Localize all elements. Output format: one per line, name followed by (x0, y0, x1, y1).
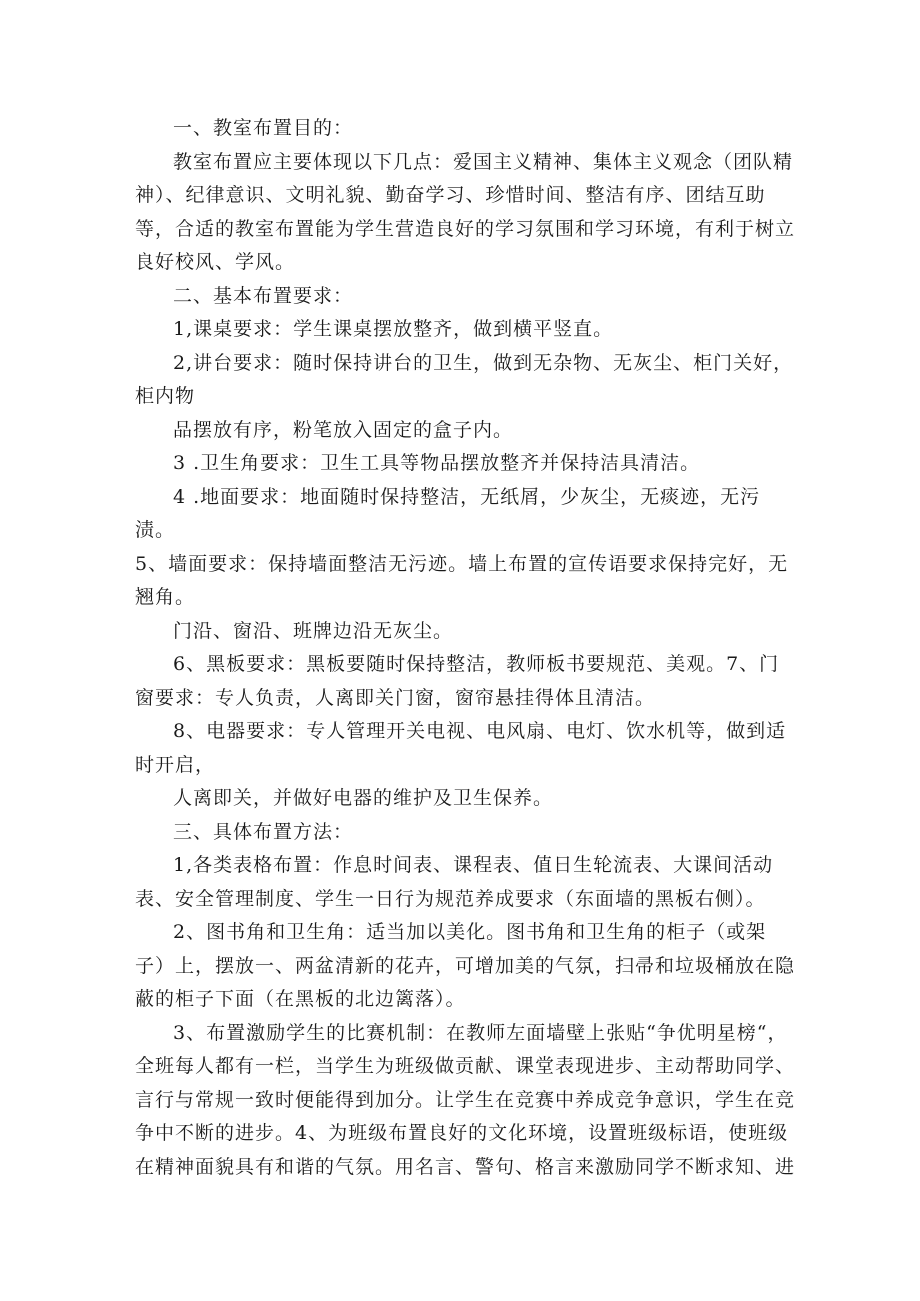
document-body (135, 112, 795, 1184)
paragraph-podium-continued: 品摆放有序，粉笔放入固定的盒子内。 (173, 418, 514, 441)
paragraph-wall-requirement: 5、墙面要求：保持墙面整洁无污迹。墙上布置的宣传语要求保持完好，无翘角。 (135, 552, 789, 608)
paragraph-floor-requirement: 4 .地面要求：地面随时保持整洁，无纸屑，少灰尘，无痰迹，无污渍。 (135, 485, 761, 541)
paragraph-book-corner: 2、图书角和卫生角：适当加以美化。图书角和卫生角的柜子（或架子）上，摆放一、两盆清新的花卉，可增加美的气氛，扫帚和垃圾桶放在隐蔽的柜子下面（在黑板的北边篱落）。 (135, 921, 796, 1010)
heading-basic-requirements: 二、基本布置要求： (173, 284, 354, 307)
paragraph-competition-mechanism: 3、布置激励学生的比赛机制：在教师左面墙壁上张贴“争优明星榜“，全班每人都有一栏，当学生为班级做贡献、课堂表现进步、主动帮助同学、言行与常规一致时便能得到加分。让学生在竞赛中养成竞争意识，学生在竞争中不断的进步。4、为班级布置良好的文化环境，设置班级标语，使班级在精神面貌具有和谐的气氛。用名言、警句、格言来激励同学不断求知、进 (135, 1021, 796, 1178)
heading-specific-methods: 三、具体布置方法： (173, 820, 354, 843)
paragraph-blackboard-doors: 6、黑板要求：黑板要随时保持整洁，教师板书要规范、美观。7、门窗要求：专人负责，人离即关门窗，窗帘悬挂得体且清洁。 (135, 653, 780, 709)
paragraph-tables-layout: 1,各类表格布置：作息时间表、课程表、值日生轮流表、大课间活动表、安全管理制度、学生一日行为规范养成要求（东面墙的黑板右侧）。 (135, 854, 774, 910)
paragraph-hygiene-corner: 3 .卫生角要求：卫生工具等物品摆放整齐并保持洁具清洁。 (173, 452, 701, 474)
paragraph-podium-requirement: 2,讲台要求：随时保持讲台的卫生，做到无杂物、无灰尘、柜门关好，柜内物 (135, 351, 794, 407)
paragraph-electrical: 8、电器要求：专人管理开关电视、电风扇、电灯、饮水机等，做到适时开启， (135, 720, 787, 776)
paragraph-desk-requirement: 1,课桌要求：学生课桌摆放整齐，做到横平竖直。 (173, 318, 614, 340)
heading-purpose: 一、教室布置目的： (173, 117, 354, 139)
paragraph-door-window-edges: 门沿、窗沿、班牌边沿无灰尘。 (173, 619, 454, 642)
paragraph-electrical-continued: 人离即关，并做好电器的维护及卫生保养。 (173, 787, 554, 809)
paragraph-purpose-body: 教室布置应主要体现以下几点：爱国主义精神、集体主义观念（团队精神）、纪律意识、文明礼貌、勤奋学习、珍惜时间、整洁有序、团结互助等，合适的教室布置能为学生营造良好的学习氛围和学习环境，有利于树立良好校风、学风。 (135, 150, 796, 273)
